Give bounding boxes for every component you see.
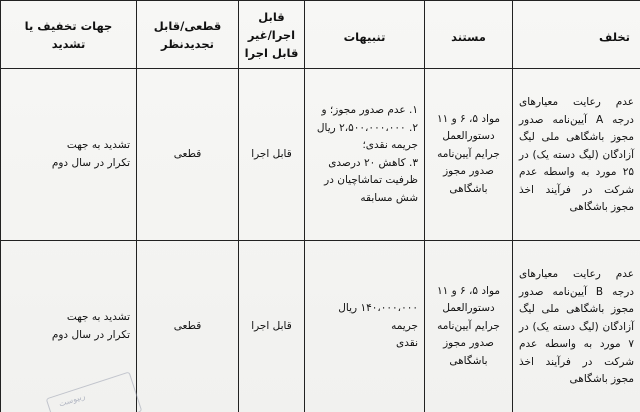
cell-aggravation: تشدید به جهت تکرار در سال دوم (1, 241, 137, 412)
header-violation: تخلف (513, 1, 640, 69)
cell-source: مواد ۵، ۶ و ۱۱ دستورالعمل جرایم آیین‌نامه صدور مجوز باشگاهی (425, 241, 513, 412)
cell-penalties: ۱. عدم صدور مجوز؛ و ۲. ۲،۵۰۰،۰۰۰،۰۰۰ ریال جریمه نقدی؛ ۳. کاهش ۲۰ درصدی ظرفیت تماشاچیان در شش مسابقه (305, 69, 425, 241)
cell-executable: قابل اجرا (239, 241, 305, 412)
cell-violation: عدم رعایت معیارهای درجه A آیین‌نامه صدور مجوز باشگاهی ملی لیگ آزادگان (لیگ دسته یک) در ۲۵ مورد به واسطه عدم شرکت در فرآیند اخذ مجوز باشگاهی (513, 69, 640, 241)
cell-finality: قطعی (137, 241, 239, 412)
cell-penalties: ۱۴۰،۰۰۰،۰۰۰ ریال جریمه نقدی (305, 241, 425, 412)
header-executable: قابل اجرا/غیر قابل اجرا (239, 1, 305, 69)
cell-violation: عدم رعایت معیارهای درجه B آیین‌نامه صدور مجوز باشگاهی ملی لیگ آزادگان (لیگ دسته یک) در ۷ مورد به واسطه عدم شرکت در فرآیند اخذ مجوز باشگاهی (513, 241, 640, 412)
table-row (1, 69, 640, 241)
header-finality: قطعی/قابل تجدیدنظر (137, 1, 239, 69)
header-source: مستند (425, 1, 513, 69)
header-aggravation: جهات تخفیف یا تشدید (1, 1, 137, 69)
cell-aggravation: تشدید به جهت تکرار در سال دوم (1, 69, 137, 241)
cell-finality: قطعی (137, 69, 239, 241)
header-row (1, 1, 640, 69)
header-penalties: تنبیهات (305, 1, 425, 69)
stamp-text: ربیوست (57, 391, 87, 409)
cell-executable: قابل اجرا (239, 69, 305, 241)
cell-source: مواد ۵، ۶ و ۱۱ دستورالعمل جرایم آیین‌نامه صدور مجوز باشگاهی (425, 69, 513, 241)
